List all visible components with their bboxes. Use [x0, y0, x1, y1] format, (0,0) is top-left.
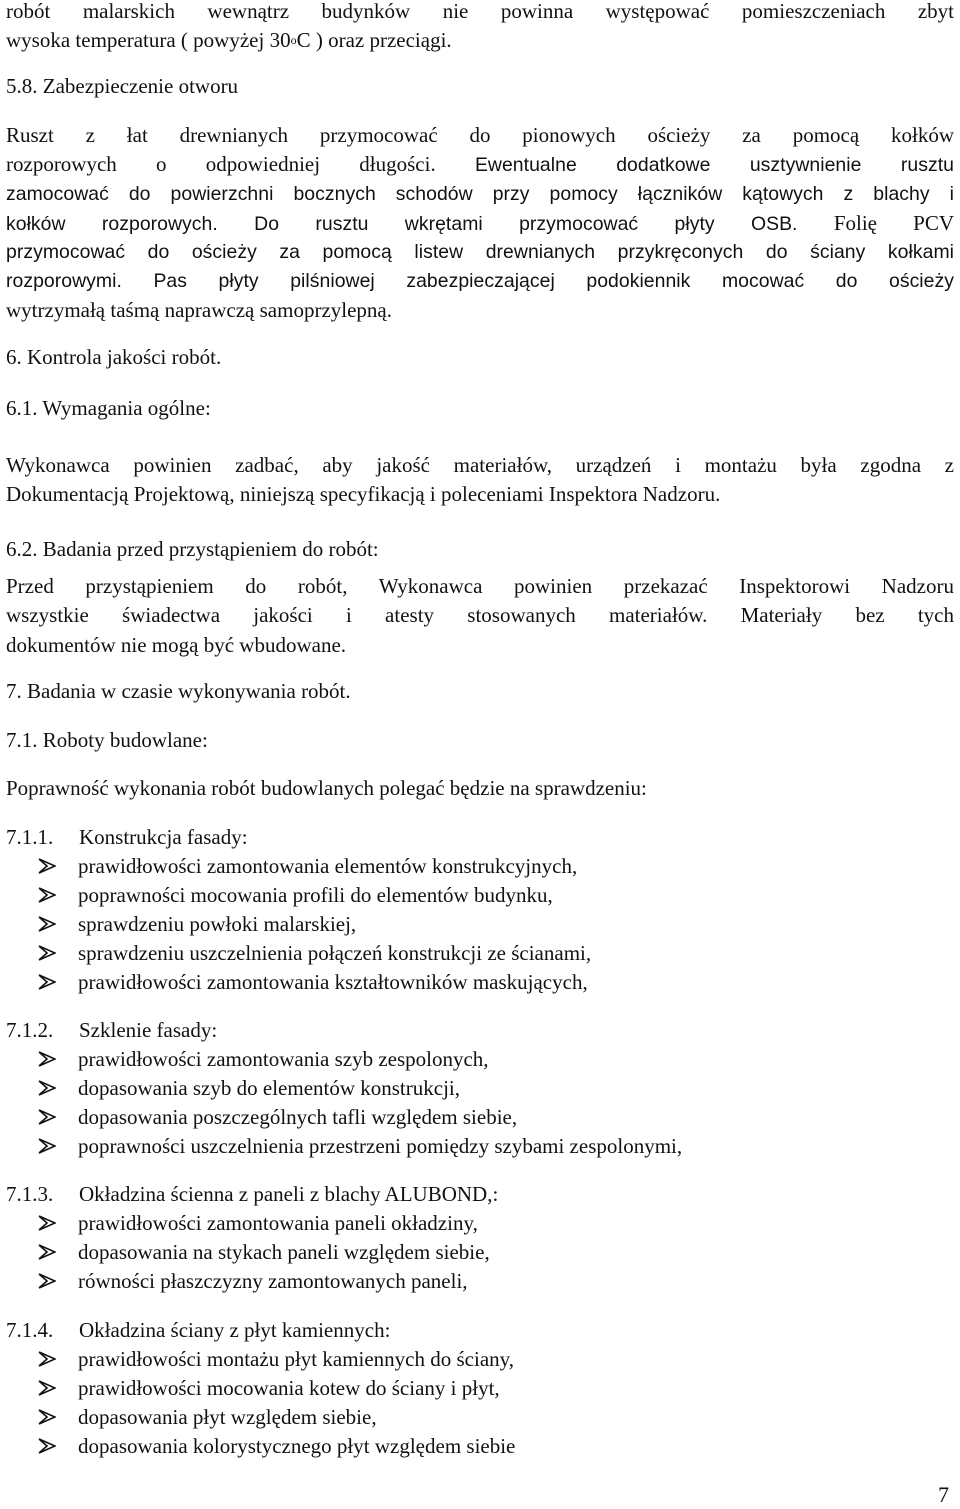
- section-heading-6: 6. Kontrola jakości robót.: [6, 345, 222, 369]
- list-item: poprawności mocowania profili do elementów budynku,: [38, 881, 553, 910]
- body-text-line: wysoka temperatura ( powyżej 30$^o$C ) oraz przeciągi.: [6, 28, 452, 52]
- list-item: dopasowania szyb do elementów konstrukcji,: [38, 1074, 460, 1103]
- body-text-line: Ruszt z łat drewnianych przymocować do pionowych ościeży za pomocą kołków: [6, 123, 954, 147]
- body-text-line: Dokumentacją Projektową, niniejszą specyfikacją i poleceniami Inspektora Nadzoru.: [6, 482, 721, 506]
- section-heading-7-1: 7.1. Roboty budowlane:: [6, 728, 208, 752]
- arrow-bullet-icon: [38, 916, 56, 932]
- subsection-heading: 7.1.3. Okładzina ścienna z paneli z blachy ALUBOND,:: [6, 1182, 499, 1206]
- body-text-line: Przed przystąpieniem do robót, Wykonawca powinien przekazać Inspektorowi Nadzoru: [6, 574, 954, 598]
- list-item: prawidłowości zamontowania elementów konstrukcyjnych,: [38, 852, 577, 881]
- arrow-bullet-icon: [38, 1051, 56, 1067]
- subsection-heading: 7.1.2. Szklenie fasady:: [6, 1018, 218, 1042]
- body-text-line: robót malarskich wewnątrz budynków nie powinna występować pomieszczeniach zbyt: [6, 0, 954, 23]
- body-text-line: przymocować do ościeży za pomocą listew drewnianych przykręconych do ściany kołkami: [6, 241, 954, 263]
- section-heading-5-8: 5.8. Zabezpieczenie otworu: [6, 74, 239, 98]
- arrow-bullet-icon: [38, 1215, 56, 1231]
- list-item: prawidłowości zamontowania szyb zespolonych,: [38, 1045, 489, 1074]
- body-text-line: kołków rozporowych. Do rusztu wkrętami przymocować płyty OSB. Folię PCV: [6, 211, 954, 235]
- degree-sign: o: [290, 33, 297, 47]
- arrow-bullet-icon: [38, 858, 56, 874]
- list-item: prawidłowości zamontowania kształtowników maskujących,: [38, 968, 588, 997]
- section-heading-7: 7. Badania w czasie wykonywania robót.: [6, 679, 351, 703]
- list-item: dopasowania kolorystycznego płyt względem siebie: [38, 1432, 515, 1461]
- arrow-bullet-icon: [38, 974, 56, 990]
- page-number: 7: [938, 1482, 949, 1507]
- list-item: sprawdzeniu powłoki malarskiej,: [38, 910, 356, 939]
- body-text-line: rozporowych o odpowiedniej długości. Ewentualne dodatkowe usztywnienie rusztu: [6, 152, 954, 176]
- arrow-bullet-icon: [38, 887, 56, 903]
- subsection-heading: 7.1.1. Konstrukcja fasady:: [6, 825, 248, 849]
- list-item: prawidłowości montażu płyt kamiennych do ściany,: [38, 1345, 514, 1374]
- body-text-line: rozporowymi. Pas płyty pilśniowej zabezpieczającej podokiennik mocować do ościeży: [6, 270, 954, 292]
- list-item: prawidłowości mocowania kotew do ściany i płyt,: [38, 1374, 500, 1403]
- body-text-line: dokumentów nie mogą być wbudowane.: [6, 633, 347, 657]
- list-item: dopasowania płyt względem siebie,: [38, 1403, 377, 1432]
- list-item: poprawności uszczelnienia przestrzeni pomiędzy szybami zespolonymi,: [38, 1132, 682, 1161]
- body-text-line: Wykonawca powinien zadbać, aby jakość materiałów, urządzeń i montażu była zgodna z: [6, 453, 954, 477]
- arrow-bullet-icon: [38, 1380, 56, 1396]
- arrow-bullet-icon: [38, 1244, 56, 1260]
- section-heading-6-2: 6.2. Badania przed przystąpieniem do robót:: [6, 537, 379, 561]
- list-item: równości płaszczyzny zamontowanych paneli,: [38, 1267, 468, 1296]
- arrow-bullet-icon: [38, 1109, 56, 1125]
- list-item: prawidłowości zamontowania paneli okładziny,: [38, 1209, 478, 1238]
- arrow-bullet-icon: [38, 1080, 56, 1096]
- arrow-bullet-icon: [38, 1409, 56, 1425]
- body-text-line: zamocować do powierzchni bocznych schodów przy pomocy łączników kątowych z blachy i: [6, 183, 954, 205]
- list-item: dopasowania na stykach paneli względem siebie,: [38, 1238, 490, 1267]
- body-text-line: wszystkie świadectwa jakości i atesty stosowanych materiałów. Materiały bez tych: [6, 603, 954, 627]
- arrow-bullet-icon: [38, 1438, 56, 1454]
- list-item: dopasowania poszczególnych tafli względem siebie,: [38, 1103, 517, 1132]
- section-heading-6-1: 6.1. Wymagania ogólne:: [6, 396, 211, 420]
- body-text-line: wytrzymałą taśmą naprawczą samoprzylepną.: [6, 298, 392, 322]
- body-text-line: Poprawność wykonania robót budowlanych polegać będzie na sprawdzeniu:: [6, 776, 647, 800]
- arrow-bullet-icon: [38, 1273, 56, 1289]
- list-item: sprawdzeniu uszczelnienia połączeń konstrukcji ze ścianami,: [38, 939, 591, 968]
- subsection-heading: 7.1.4. Okładzina ściany z płyt kamiennych:: [6, 1318, 391, 1342]
- arrow-bullet-icon: [38, 1351, 56, 1367]
- arrow-bullet-icon: [38, 1138, 56, 1154]
- arrow-bullet-icon: [38, 945, 56, 961]
